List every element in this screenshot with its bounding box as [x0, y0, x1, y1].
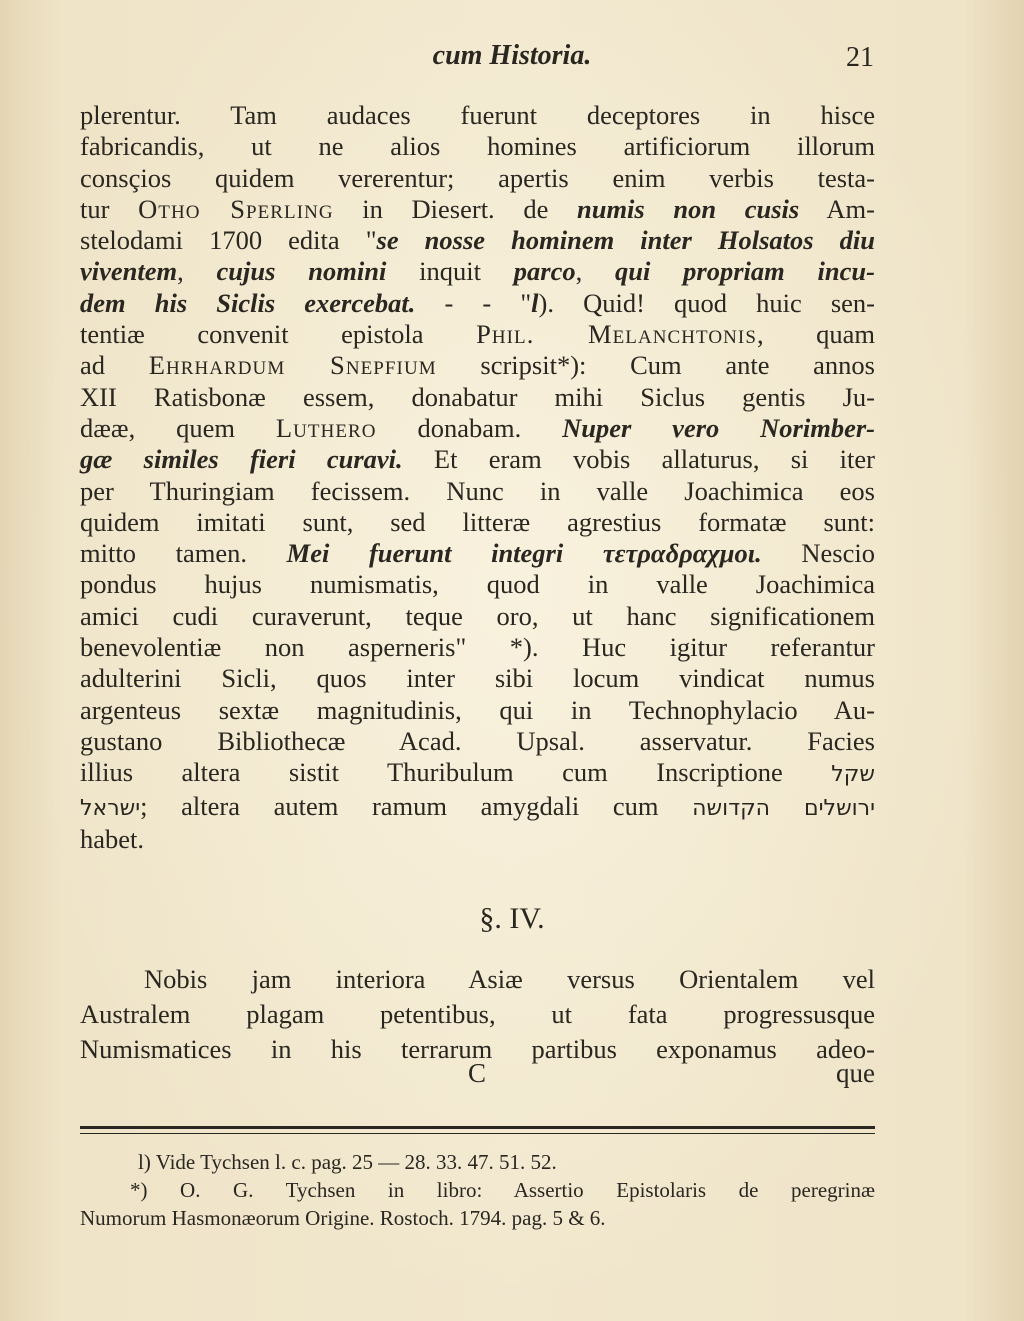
small-caps-name: Ehrhardum Snepfium: [148, 350, 437, 381]
italic-text: dem his Siclis exercebat.: [80, 287, 416, 318]
body-line: fabricandis, ut ne alios homines artificiorum illorum: [80, 131, 875, 162]
body-line: per Thuringiam fecissem. Nunc in valle Joachimica eos: [80, 475, 875, 506]
page-number: 21: [846, 42, 874, 73]
footnote-star: *) O. G. Tychsen in libro: Assertio Epistolaris de peregrinæ: [130, 1178, 875, 1202]
italic-text: Nuper vero Norimber-: [562, 412, 875, 443]
small-caps-name: Luthero: [275, 412, 377, 443]
italic-text: qui propriam incu-: [615, 256, 875, 287]
running-title: cum Historia.: [432, 40, 592, 71]
catchword: que: [836, 1058, 875, 1088]
body-line: illius altera sistit Thuribulum cum Inscriptione שקל: [80, 757, 875, 788]
signature-mark: C: [468, 1058, 487, 1088]
body-line: ad Ehrhardum Snepfium scripsit*): Cum ante annos: [80, 350, 875, 381]
body-line: plerentur. Tam audaces fuerunt deceptores in hisce: [80, 100, 875, 130]
body-line: amici cudi curaverunt, teque oro, ut hanc significationem: [80, 600, 875, 631]
body-line: tentiæ convenit epistola Phil. Melanchtonis, quam: [80, 319, 875, 350]
section-line: Nobis jam interiora Asiæ versus Orientalem vel: [144, 964, 875, 994]
running-head: [0, 40, 1024, 80]
body-line: gustano Bibliothecæ Acad. Upsal. asservatur. Facies: [80, 725, 875, 756]
small-caps-name: Phil. Melanchtonis: [476, 319, 757, 350]
footnotes: [80, 1148, 875, 1232]
body-line: ישראל; altera autem ramum amygdali cum ירושלים הקדושה: [80, 790, 875, 821]
body-line: XII Ratisbonæ essem, donabatur mihi Siclus gentis Ju-: [80, 381, 875, 412]
body-line: consçios quidem vererentur; apertis enim verbis testa-: [80, 162, 875, 193]
italic-text: cujus nomini: [216, 256, 387, 287]
body-line: dem his Siclis exercebat. - - "l). Quid! quod huic sen-: [80, 287, 875, 318]
hebrew-text: ירושלים הקדושה: [692, 795, 875, 821]
hebrew-text: שקל: [831, 762, 875, 788]
body-line: gæ similes fieri curavi. Et eram vobis allaturus, si iter: [80, 444, 875, 475]
footnote-star-continued: Numorum Hasmonæorum Origine. Rostoch. 1794. pag. 5 & 6.: [80, 1206, 606, 1230]
body-paragraph: [80, 100, 875, 855]
section-heading: §. IV.: [479, 902, 545, 935]
body-line: benevolentiæ non asperneris" *). Huc igitur referantur: [80, 632, 875, 663]
body-line: stelodami 1700 edita "se nosse hominem inter Holsatos diu: [80, 225, 875, 256]
section-line: Australem plagam petentibus, ut fata progressusque: [80, 999, 875, 1029]
body-line: viventem, cujus nomini inquit parco, qui propriam incu-: [80, 256, 875, 287]
footnote-rule-thin: [80, 1133, 875, 1134]
body-line: adulterini Sicli, quos inter sibi locum vindicat numus: [80, 663, 875, 694]
body-line: argenteus sextæ magnitudinis, qui in Technophylacio Au-: [80, 694, 875, 725]
footnote-l: l) Vide Tychsen l. c. pag. 25 — 28. 33. 47. 51. 52.: [138, 1150, 557, 1174]
italic-text: Mei fuerunt integri τετραδραχμοι.: [286, 538, 762, 569]
body-line: habet.: [80, 823, 145, 854]
italic-text: viventem: [80, 256, 178, 287]
signature-row: [80, 1058, 875, 1094]
italic-text: numis non cusis: [576, 193, 800, 224]
footnote-rule: [80, 1126, 875, 1129]
italic-text: l: [531, 287, 539, 318]
italic-text: se nosse hominem inter Holsatos diu: [376, 225, 875, 256]
section-paragraph: [80, 962, 875, 1067]
body-line: mitto tamen. Mei fuerunt integri τετραδραχμοι. Nescio: [80, 538, 875, 569]
body-line: pondus hujus numismatis, quod in valle Joachimica: [80, 569, 875, 600]
body-line: tur Otho Sperling in Diesert. de numis non cusis Am-: [80, 193, 875, 224]
body-line: quidem imitati sunt, sed litteræ agrestius formatæ sunt:: [80, 506, 875, 537]
italic-text: parco: [513, 256, 576, 287]
italic-text: gæ similes fieri curavi.: [80, 444, 403, 475]
body-line: dææ, quem Luthero donabam. Nuper vero Norimber-: [80, 412, 875, 443]
section-line: Numismatices in his terrarum partibus exponamus adeo-: [80, 1034, 875, 1064]
small-caps-name: Otho Sperling: [138, 193, 334, 224]
hebrew-text: ישראל: [80, 795, 141, 821]
